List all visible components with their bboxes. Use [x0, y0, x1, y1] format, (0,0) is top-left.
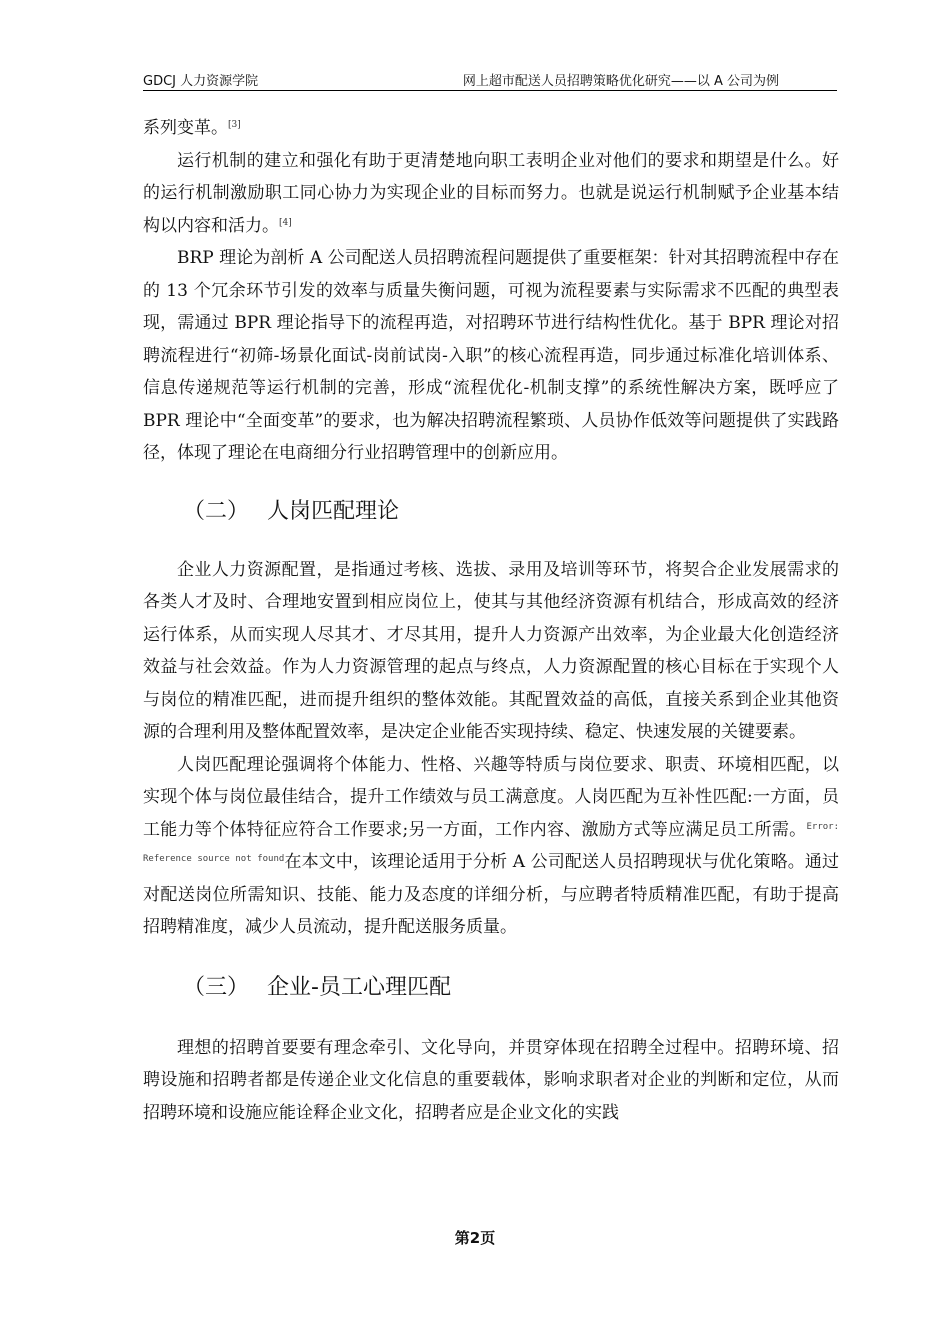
paragraph: 企业人力资源配置，是指通过考核、选拔、录用及培训等环节，将契合企业发展需求的各类人才及时、合理地安置到相应岗位上，使其与其他经济资源有机结合，形成高效的经济运行体系，从而实现人尽其才、才尽其用，提升人力资源产出效率，为企业最大化创造经济效益与社会效益。作为人力资源管理的起点与终点，人力资源配置的核心目标在于实现个人与岗位的精准匹配，进而提升组织的整体效能。其配置效益的高低，直接关系到企业其他资源的合理利用及整体配置效率，是决定企业能否实现持续、稳定、快速发展的关键要素。 [143, 559, 839, 742]
section-title: 企业-员工心理匹配 [267, 974, 451, 1000]
page-body [143, 112, 839, 1129]
citation-ref: [3] [228, 120, 241, 130]
page-header [143, 64, 837, 91]
paragraph-text: 人岗匹配理论强调将个体能力、性格、兴趣等特质与岗位要求、职责、环境相匹配，以实现个体与岗位最佳结合，提升工作绩效与员工满意度。人岗匹配为互补性匹配:一方面，员工能力等个体特征应符合工作要求;另一方面，工作内容、激励方式等应满足员工所需。 [143, 754, 839, 840]
paragraph [143, 145, 839, 243]
page-number: 第2页 [454, 1229, 496, 1247]
paragraph-text: 在本文中，该理论适用于分析 A 公司配送人员招聘现状与优化策略。通过对配送岗位所需知识、技能、能力及态度的详细分析，与应聘者特质精准匹配，有助于提高招聘精准度，减少人员流动，提升配送服务质量。 [143, 852, 839, 937]
header-institution: GDCJ 人力资源学院 [143, 74, 259, 89]
citation-ref: [4] [279, 217, 292, 228]
section-number: （二） [183, 498, 250, 524]
section-title: 人岗匹配理论 [267, 498, 400, 524]
header-paper-title: 网上超市配送人员招聘策略优化研究——以 A 公司为例 [462, 74, 779, 89]
section-number: （三） [183, 974, 250, 1000]
paragraph: 理想的招聘首要要有理念牵引、文化导向，并贯穿体现在招聘全过程中。招聘环境、招聘设施和招聘者都是传递企业文化信息的重要载体，影响求职者对企业的判断和定位，从而招聘环境和设施应能诠释企业文化，招聘者应是企业文化的实践 [143, 1037, 839, 1123]
section-heading-2 [143, 491, 839, 533]
reference-error: Error: Reference source not found [143, 821, 839, 864]
paragraph-text: 系列变革。 [143, 118, 228, 138]
paragraph-text: 运行机制的建立和强化有助于更清楚地向职工表明企业对他们的要求和期望是什么。好的运行机制激励职工同心协力为实现企业的目标而努力。也就是说运行机制赋予企业基本结构以内容和活力。 [143, 150, 839, 236]
section-heading-3 [143, 967, 839, 1009]
paragraph-continued [143, 112, 839, 145]
paragraph: BRP 理论为剖析 A 公司配送人员招聘流程问题提供了重要框架：针对其招聘流程中存在的 13 个冗余环节引发的效率与质量失衡问题，可视为流程要素与实际需求不匹配的典型表现，需通过 BPR 理论指导下的流程再造，对招聘环节进行结构性优化。基于 BPR 理论对招聘流程进行“初筛-场景化面试-岗前试岗-入职”的核心流程再造，同步通过标准化培训体系、信息传递规范等运行机制的完善，形成“流程优化-机制支撑”的系统性解决方案，既呼应了 BPR 理论中“全面变革”的要求，也为解决招聘流程繁琐、人员协作低效等问题提供了实践路径，体现了理论在电商细分行业招聘管理中的创新应用。 [143, 248, 839, 463]
paragraph [143, 749, 839, 944]
